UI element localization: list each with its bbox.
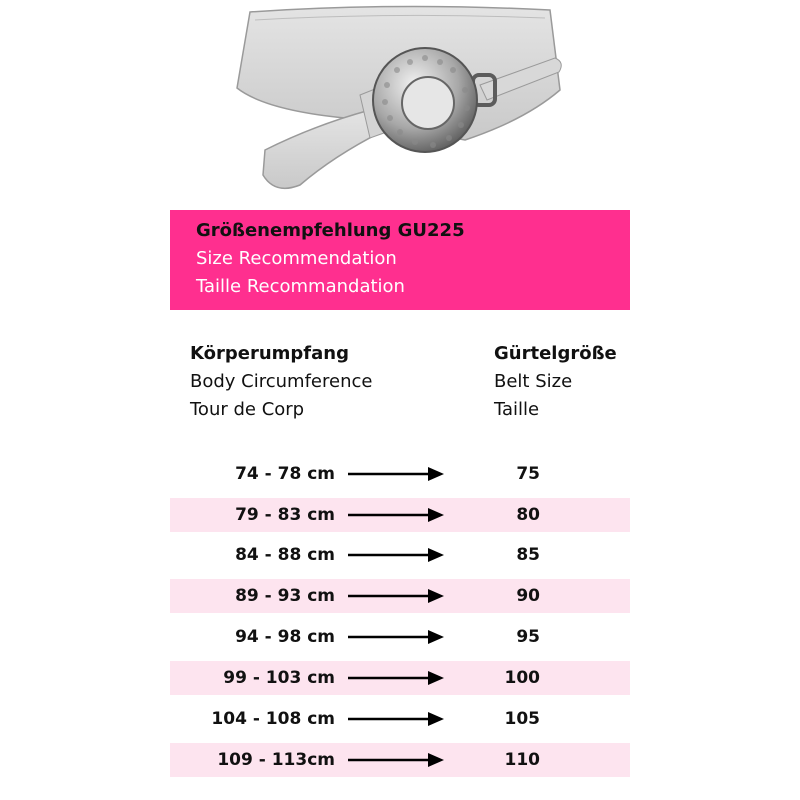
table-row [170,743,630,777]
row-size: 85 [516,545,540,565]
right-arrow-icon [346,464,446,484]
row-size: 80 [516,505,540,525]
belt-product-image [225,0,585,210]
right-arrow-icon [346,668,446,688]
right-arrow-icon [346,627,446,647]
table-row [170,620,630,654]
banner-subtitle-fr: Taille Recommandation [196,276,405,297]
row-size: 110 [504,750,540,770]
header-right-de: Gürtelgröße [494,343,617,364]
header-right-en: Belt Size [494,371,573,392]
banner-title: Größenempfehlung GU225 [196,220,465,241]
right-arrow-icon [346,505,446,525]
table-row [170,457,630,491]
banner-subtitle-en: Size Recommendation [196,248,397,269]
header-body-circumference [190,340,372,424]
row-range: 84 - 88 cm [235,545,335,565]
row-size: 100 [504,668,540,688]
table-row [170,498,630,532]
header-belt-size [494,340,617,424]
right-arrow-icon [346,545,446,565]
row-size: 90 [516,586,540,606]
row-size: 105 [504,709,540,729]
row-range: 104 - 108 cm [211,709,335,729]
right-arrow-icon [346,709,446,729]
header-left-en: Body Circumference [190,371,373,392]
row-size: 95 [516,627,540,647]
header-left-de: Körperumpfang [190,343,349,364]
title-banner [170,210,630,310]
header-right-fr: Taille [494,399,540,420]
row-range: 89 - 93 cm [235,586,335,606]
header-left-fr: Tour de Corp [190,399,305,420]
table-row [170,538,630,572]
row-range: 94 - 98 cm [235,627,335,647]
row-range: 79 - 83 cm [235,505,335,525]
right-arrow-icon [346,586,446,606]
row-range: 99 - 103 cm [223,668,335,688]
table-row [170,702,630,736]
row-size: 75 [516,464,540,484]
row-range: 109 - 113cm [217,750,335,770]
right-arrow-icon [346,750,446,770]
table-row [170,579,630,613]
row-range: 74 - 78 cm [235,464,335,484]
table-row [170,661,630,695]
